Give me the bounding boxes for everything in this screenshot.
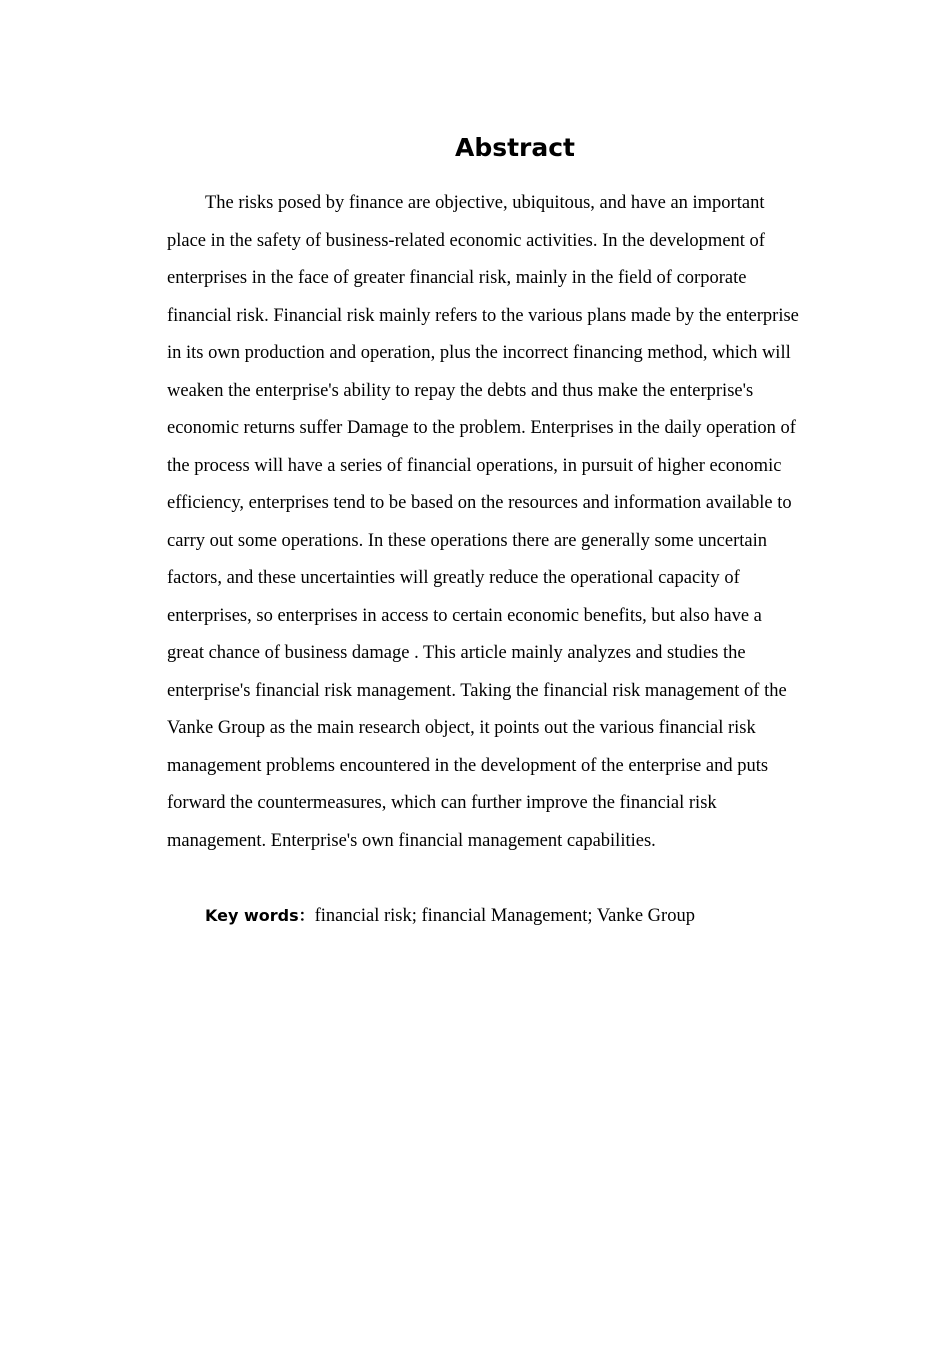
- keywords-label: Key words：: [205, 906, 315, 925]
- keywords-line: [205, 897, 805, 936]
- abstract-title: Abstract: [454, 133, 576, 162]
- abstract-body: The risks posed by finance are objective, ubiquitous, and have an important place in the safety of business-related economic activities. In the development of enterprises in the face of greater financial risk, mainly in the field of corporate financial risk. Financial risk mainly refers to the various plans made by the enterprise in its own production and operation, plus the incorrect financing method, which will weaken the enterprise's ability to repay the debts and thus make the enterprise's economic returns suffer Damage to the problem. Enterprises in the daily operation of the process will have a series of financial operations, in pursuit of higher economic efficiency, enterprises tend to be based on the resources and information available to carry out some operations. In these operations there are generally some uncertain factors, and these uncertainties will greatly reduce the operational capacity of enterprises, so enterprises in access to certain economic benefits, but also have a great chance of business damage . This article mainly analyzes and studies the enterprise's financial risk management. Taking the financial risk management of the Vanke Group as the main research object, it points out the various financial risk management problems encountered in the development of the enterprise and puts forward the countermeasures, which can further improve the financial risk management. Enterprise's own financial management capabilities.: [167, 193, 799, 851]
- keywords-values: financial risk; financial Management; Vanke Group: [314, 906, 695, 926]
